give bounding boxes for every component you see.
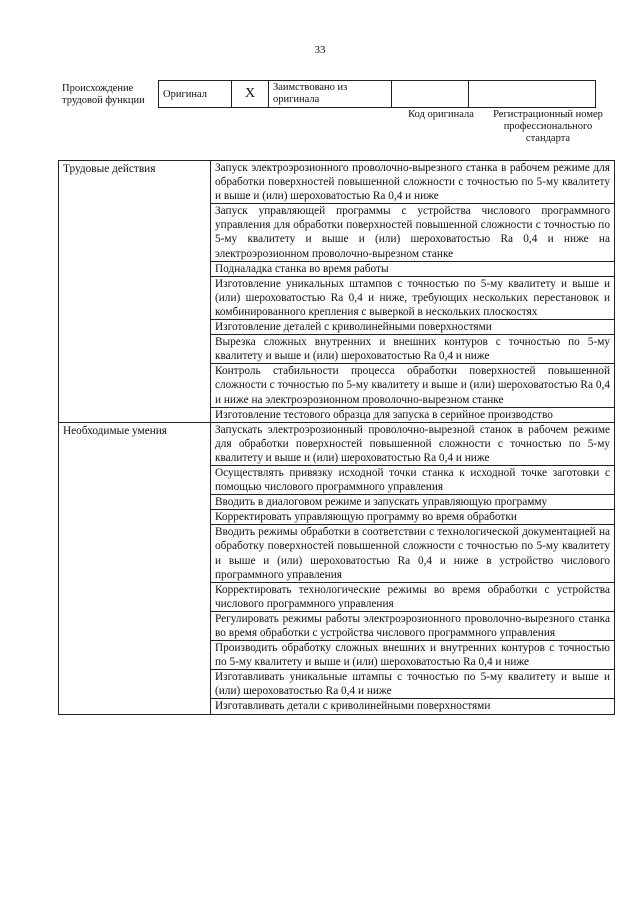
page-number: 33 xyxy=(314,44,326,56)
original-code-cell xyxy=(392,81,469,108)
section-item: Корректировать технологические режимы во время обработки с устройства числового программного управления xyxy=(211,582,615,611)
section-item: Осуществлять привязку исходной точки станка к исходной точке заготовки с помощью числового программного управления xyxy=(211,465,615,494)
registration-caption: Регистрационный номер профессионального стандарта xyxy=(493,109,603,144)
section-item: Изготавливать детали с криволинейными поверхностями xyxy=(211,699,615,714)
original-label: Оригинал xyxy=(159,81,232,108)
section-item: Производить обработку сложных внешних и внутренних контуров с точностью по 5-му квалитету и выше и (или) шероховатостью Ra 0,4 и ниже xyxy=(211,641,615,670)
section-item: Изготовление тестового образца для запуска в серийное производство xyxy=(211,407,615,422)
code-caption: Код оригинала xyxy=(408,109,474,120)
section-item: Подналадка станка во время работы xyxy=(211,261,615,276)
original-mark: X xyxy=(232,81,269,108)
section-title: Необходимые умения xyxy=(59,422,211,714)
section-item: Изготовление уникальных штампов с точностью по 5-му квалитету и выше и (или) шероховатостью Ra 0,4 и ниже, требующих нескольких перестановок и комбинированного крепления с выверкой в нескольких плоскостях xyxy=(211,276,615,319)
section-item: Вырезка сложных внутренних и внешних контуров с точностью по 5-му квалитету и выше и (или) шероховатостью Ra 0,4 и ниже xyxy=(211,335,615,364)
section-item: Вводить в диалоговом режиме и запускать управляющую программу xyxy=(211,495,615,510)
section-item: Регулировать режимы работы электроэрозионного проволочно-вырезного станка во время обработки с устройства числового программного управления xyxy=(211,611,615,640)
section-item: Изготавливать уникальные штампы с точностью по 5-му квалитету и выше и (или) шероховатостью Ra 0,4 и ниже xyxy=(211,670,615,699)
section-item: Изготовление деталей с криволинейными поверхностями xyxy=(211,320,615,335)
table-row xyxy=(59,161,615,204)
section-item: Запуск управляющей программы с устройства числового программного управления для обработки поверхностей повышенной сложности с точностью по 5-му квалитету и выше и (или) шероховатостью Ra 0,4 и ниже на электроэрозионном проволочно-вырезном станке xyxy=(211,204,615,261)
function-table xyxy=(58,160,615,715)
origin-label: Происхождение трудовой функции xyxy=(62,83,145,106)
borrowed-label: Заимствовано из оригинала xyxy=(269,81,392,108)
section-item: Корректировать управляющую программу во время обработки xyxy=(211,510,615,525)
section-item: Запускать электроэрозионный проволочно-вырезной станок в рабочем режиме для обработки поверхностей повышенной сложности с точностью по 5-му квалитету и выше и (или) шероховатостью Ra 0,4 и ниже xyxy=(211,422,615,465)
registration-number-cell xyxy=(469,81,596,108)
origin-table xyxy=(158,80,596,108)
table-row xyxy=(59,422,615,465)
section-title: Трудовые действия xyxy=(59,161,211,423)
section-item: Вводить режимы обработки в соответствии с технологической документацией на обработку поверхностей повышенной сложности с точностью по 5-му квалитету и выше и (или) шероховатостью Ra 0,4 и ниже в устройство числового программного управления xyxy=(211,525,615,582)
section-item: Запуск электроэрозионного проволочно-вырезного станка в рабочем режиме для обработки поверхностей повышенной сложности с точностью по 5-му квалитету и выше и (или) шероховатостью Ra 0,4 и ниже xyxy=(211,161,615,204)
section-item: Контроль стабильности процесса обработки поверхностей повышенной сложности с точностью по 5-му квалитету и выше и (или) шероховатостью Ra 0,4 и ниже на электроэрозионном проволочно-вырезном станке xyxy=(211,364,615,407)
